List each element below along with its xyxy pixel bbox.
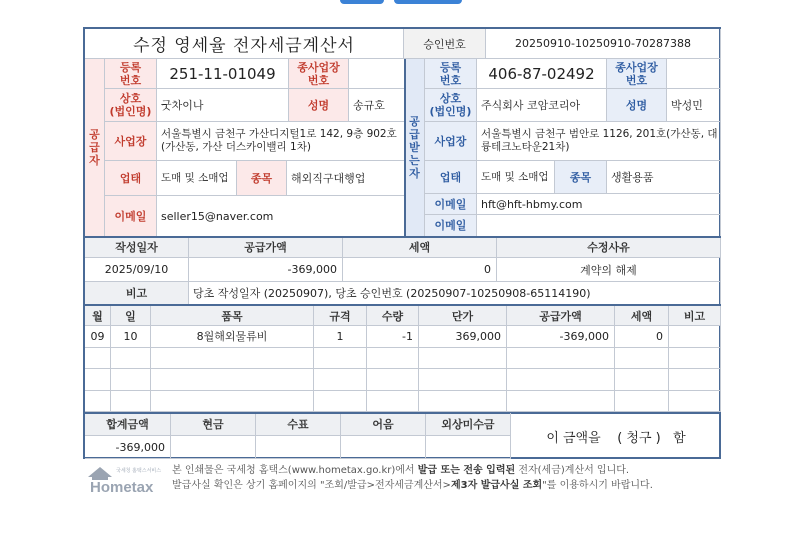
items-cell-unit-price: 369,000 xyxy=(419,326,507,348)
summary-supply: -369,000 xyxy=(189,258,343,282)
items-cell-supply: -369,000 xyxy=(507,326,615,348)
receiver-side-label: 공 급 받 는 자 xyxy=(405,59,425,237)
items-header-supply: 공급가액 xyxy=(507,306,615,326)
hometax-logo xyxy=(86,461,166,495)
footer xyxy=(86,461,726,497)
receiver-email2 xyxy=(477,215,721,237)
items-cell-month xyxy=(85,391,111,413)
supplier-name: 굿차이나 xyxy=(157,89,289,122)
items-divider xyxy=(85,304,721,306)
supplier-item-label: 종목 xyxy=(237,161,287,196)
items-header-item: 품목 xyxy=(151,306,314,326)
note-text: 당초 작성일자 (20250907), 당초 승인번호 (20250907-10250908-65114190) xyxy=(189,282,721,305)
receiver-email: hft@hft-hbmy.com xyxy=(477,194,721,215)
items-cell-spec: 1 xyxy=(314,326,367,348)
receiver-item: 생활용품 xyxy=(607,161,721,194)
items-cell-unit-price xyxy=(419,369,507,391)
invoice-title: 수정 영세율 전자세금계산서 xyxy=(85,29,404,59)
summary-reason: 계약의 해제 xyxy=(497,258,721,282)
supplier-reg-label: 등록 번호 xyxy=(105,59,157,89)
summary-tax: 0 xyxy=(343,258,497,282)
items-cell-month: 09 xyxy=(85,326,111,348)
items-cell-item xyxy=(151,348,314,370)
total-header-cash: 현금 xyxy=(171,413,256,436)
logo-subtext: 국세청 홈택스서비스 xyxy=(116,468,162,474)
supplier-reg-no: 251-11-01049 xyxy=(157,59,289,89)
items-cell-day: 10 xyxy=(111,326,151,348)
logo-text: Hometax xyxy=(90,479,154,495)
total-header-sum: 합계금액 xyxy=(85,413,171,436)
items-cell-tax: 0 xyxy=(615,326,669,348)
receiver-type: 도매 및 소매업 xyxy=(477,161,555,194)
items-cell-unit-price xyxy=(419,348,507,370)
items-cell-unit-price xyxy=(419,391,507,413)
receiver-sub-label: 종사업장 번호 xyxy=(607,59,667,89)
items-cell-note xyxy=(669,369,721,391)
items-cell-supply xyxy=(507,391,615,413)
summary-header-reason: 수정사유 xyxy=(497,237,721,258)
items-header-spec: 규격 xyxy=(314,306,367,326)
tax-invoice xyxy=(83,27,721,459)
supplier-address: 서울특별시 금천구 가산디지털1로 142, 9층 902호(가산동, 가산 더스카이밸리 1차) xyxy=(157,122,405,161)
note-label: 비고 xyxy=(85,282,189,305)
total-sum: -369,000 xyxy=(85,436,171,459)
receiver-reg-no: 406-87-02492 xyxy=(477,59,607,89)
receiver-name-label: 상호 (법인명) xyxy=(425,89,477,122)
items-cell-tax xyxy=(615,369,669,391)
total-credit xyxy=(426,436,511,459)
summary-date: 2025/09/10 xyxy=(85,258,189,282)
summary-header-supply: 공급가액 xyxy=(189,237,343,258)
totals-inner-divider xyxy=(510,413,511,459)
summary-header-date: 작성일자 xyxy=(85,237,189,258)
footer-text: 본 인쇄물은 국세청 홈택스(www.hometax.go.kr)에서 발급 또는 전송 입력된 전자(세금)계산서 입니다. 발급사실 확인은 상기 홈페이지의 "조회/발급>전자세금계산서>제3자 발급사실 조회"를 이용하시기 바랍니다. xyxy=(172,465,653,491)
items-header-unit-price: 단가 xyxy=(419,306,507,326)
claim-phrase: 이 금액을 ( 청구 ) 함 xyxy=(546,430,686,446)
total-header-note: 어음 xyxy=(341,413,426,436)
items-header-day: 일 xyxy=(111,306,151,326)
toolbar-button-2[interactable] xyxy=(394,0,462,4)
items-cell-qty xyxy=(367,391,419,413)
items-cell-day xyxy=(111,369,151,391)
total-header-credit: 외상미수금 xyxy=(426,413,511,436)
items-cell-tax xyxy=(615,348,669,370)
items-cell-supply xyxy=(507,348,615,370)
items-cell-qty xyxy=(367,369,419,391)
items-cell-qty xyxy=(367,348,419,370)
toolbar-button-1[interactable] xyxy=(340,0,384,4)
supplier-email: seller15@naver.com xyxy=(157,196,405,237)
items-cell-spec xyxy=(314,369,367,391)
items-header-note: 비고 xyxy=(669,306,721,326)
supplier-receiver-divider xyxy=(404,59,406,237)
items-cell-note xyxy=(669,326,721,348)
items-cell-day xyxy=(111,391,151,413)
receiver-email-label: 이메일 xyxy=(425,194,477,215)
supplier-name-label: 상호 (법인명) xyxy=(105,89,157,122)
total-header-check: 수표 xyxy=(256,413,341,436)
items-cell-month xyxy=(85,369,111,391)
total-check xyxy=(256,436,341,459)
receiver-rep-label: 성명 xyxy=(607,89,667,122)
items-header-month: 월 xyxy=(85,306,111,326)
supplier-type: 도매 및 소매업 xyxy=(157,161,237,196)
supplier-rep-label: 성명 xyxy=(289,89,349,122)
items-header-qty: 수량 xyxy=(367,306,419,326)
totals-divider xyxy=(85,412,721,414)
items-cell-item xyxy=(151,391,314,413)
approval-number: 20250910-10250910-70287388 xyxy=(486,29,721,59)
supplier-email-label: 이메일 xyxy=(105,196,157,237)
supplier-rep: 송규호 xyxy=(349,89,405,122)
supplier-item: 해외직구대행업 xyxy=(287,161,405,196)
items-cell-note xyxy=(669,391,721,413)
receiver-addr-label: 사업장 xyxy=(425,122,477,161)
receiver-type-label: 업태 xyxy=(425,161,477,194)
receiver-reg-label: 등록 번호 xyxy=(425,59,477,89)
supplier-type-label: 업태 xyxy=(105,161,157,196)
items-header-tax: 세액 xyxy=(615,306,669,326)
summary-header-tax: 세액 xyxy=(343,237,497,258)
receiver-sub-no xyxy=(667,59,721,89)
items-cell-month xyxy=(85,348,111,370)
items-cell-qty: -1 xyxy=(367,326,419,348)
receiver-email2-label: 이메일 xyxy=(425,215,477,237)
supplier-sub-no xyxy=(349,59,405,89)
receiver-name: 주식회사 코암코리아 xyxy=(477,89,607,122)
items-cell-item: 8월해외물류비 xyxy=(151,326,314,348)
total-note xyxy=(341,436,426,459)
items-cell-item xyxy=(151,369,314,391)
supplier-addr-label: 사업장 xyxy=(105,122,157,161)
summary-divider xyxy=(85,236,721,238)
items-cell-spec xyxy=(314,391,367,413)
receiver-item-label: 종목 xyxy=(555,161,607,194)
items-cell-note xyxy=(669,348,721,370)
supplier-side-label: 공 급 자 xyxy=(85,59,105,237)
approval-label: 승인번호 xyxy=(404,29,486,59)
items-cell-spec xyxy=(314,348,367,370)
supplier-sub-label: 종사업장 번호 xyxy=(289,59,349,89)
receiver-rep: 박성민 xyxy=(667,89,721,122)
total-cash xyxy=(171,436,256,459)
items-cell-supply xyxy=(507,369,615,391)
items-cell-tax xyxy=(615,391,669,413)
receiver-address: 서울특별시 금천구 범안로 1126, 201호(가산동, 대륭테크노타운21차) xyxy=(477,122,721,161)
items-cell-day xyxy=(111,348,151,370)
